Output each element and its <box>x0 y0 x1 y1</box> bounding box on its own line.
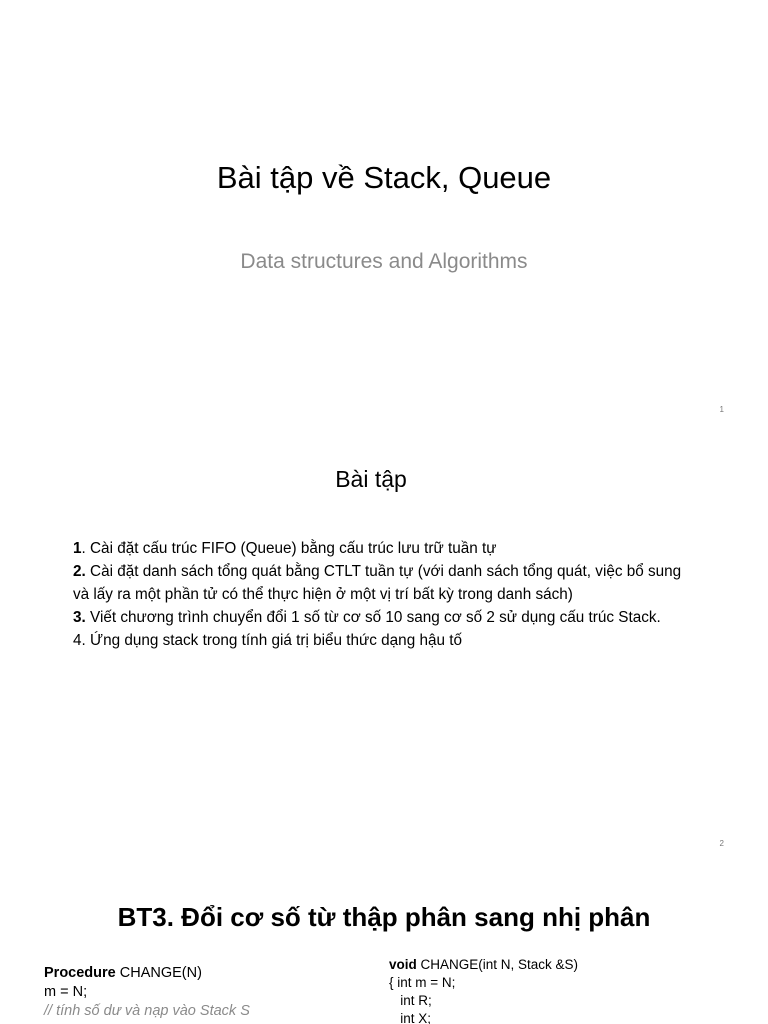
c-code-block <box>389 956 578 1024</box>
code-line: int X; <box>389 1011 432 1024</box>
slide-1-subtitle: Data structures and Algorithms <box>240 250 528 273</box>
slide-3 <box>0 864 768 1024</box>
code-line: int R; <box>389 993 432 1008</box>
slide-2-title: Bài tập <box>335 466 407 492</box>
slide-2-page-number: 2 <box>719 839 724 848</box>
pseudocode-block <box>44 964 250 1021</box>
exercise-item: 1. Cài đặt cấu trúc FIFO (Queue) bằng cấu trúc lưu trữ tuần tự <box>73 540 497 557</box>
code-comment: // tính số dư và nạp vào Stack S <box>44 1003 250 1019</box>
slide-1 <box>0 0 768 432</box>
exercise-list <box>73 537 693 652</box>
slide-3-title: BT3. Đổi cơ số từ thập phân sang nhị phân <box>117 902 651 932</box>
code-line: Procedure CHANGE(N) <box>44 965 202 981</box>
slide-2 <box>0 432 768 864</box>
code-line: m = N; <box>44 984 88 1000</box>
slide-1-title: Bài tập về Stack, Queue <box>216 160 552 195</box>
exercise-item: 3. Viết chương trình chuyển đổi 1 số từ cơ số 10 sang cơ số 2 sử dụng cấu trúc Stack. <box>73 609 661 626</box>
slide-1-page-number: 1 <box>719 405 724 414</box>
code-line: void CHANGE(int N, Stack &S) <box>389 957 579 972</box>
code-line: { int m = N; <box>389 975 456 990</box>
exercise-item: 2. Cài đặt danh sách tổng quát bằng CTLT tuần tự (với danh sách tổng quát, việc bổ sung và lấy ra một phần tử có thể thực hiện ở một vị trí bất kỳ trong danh sách) <box>73 563 682 603</box>
exercise-item: 4. Ứng dụng stack trong tính giá trị biểu thức dạng hậu tố <box>73 632 462 649</box>
